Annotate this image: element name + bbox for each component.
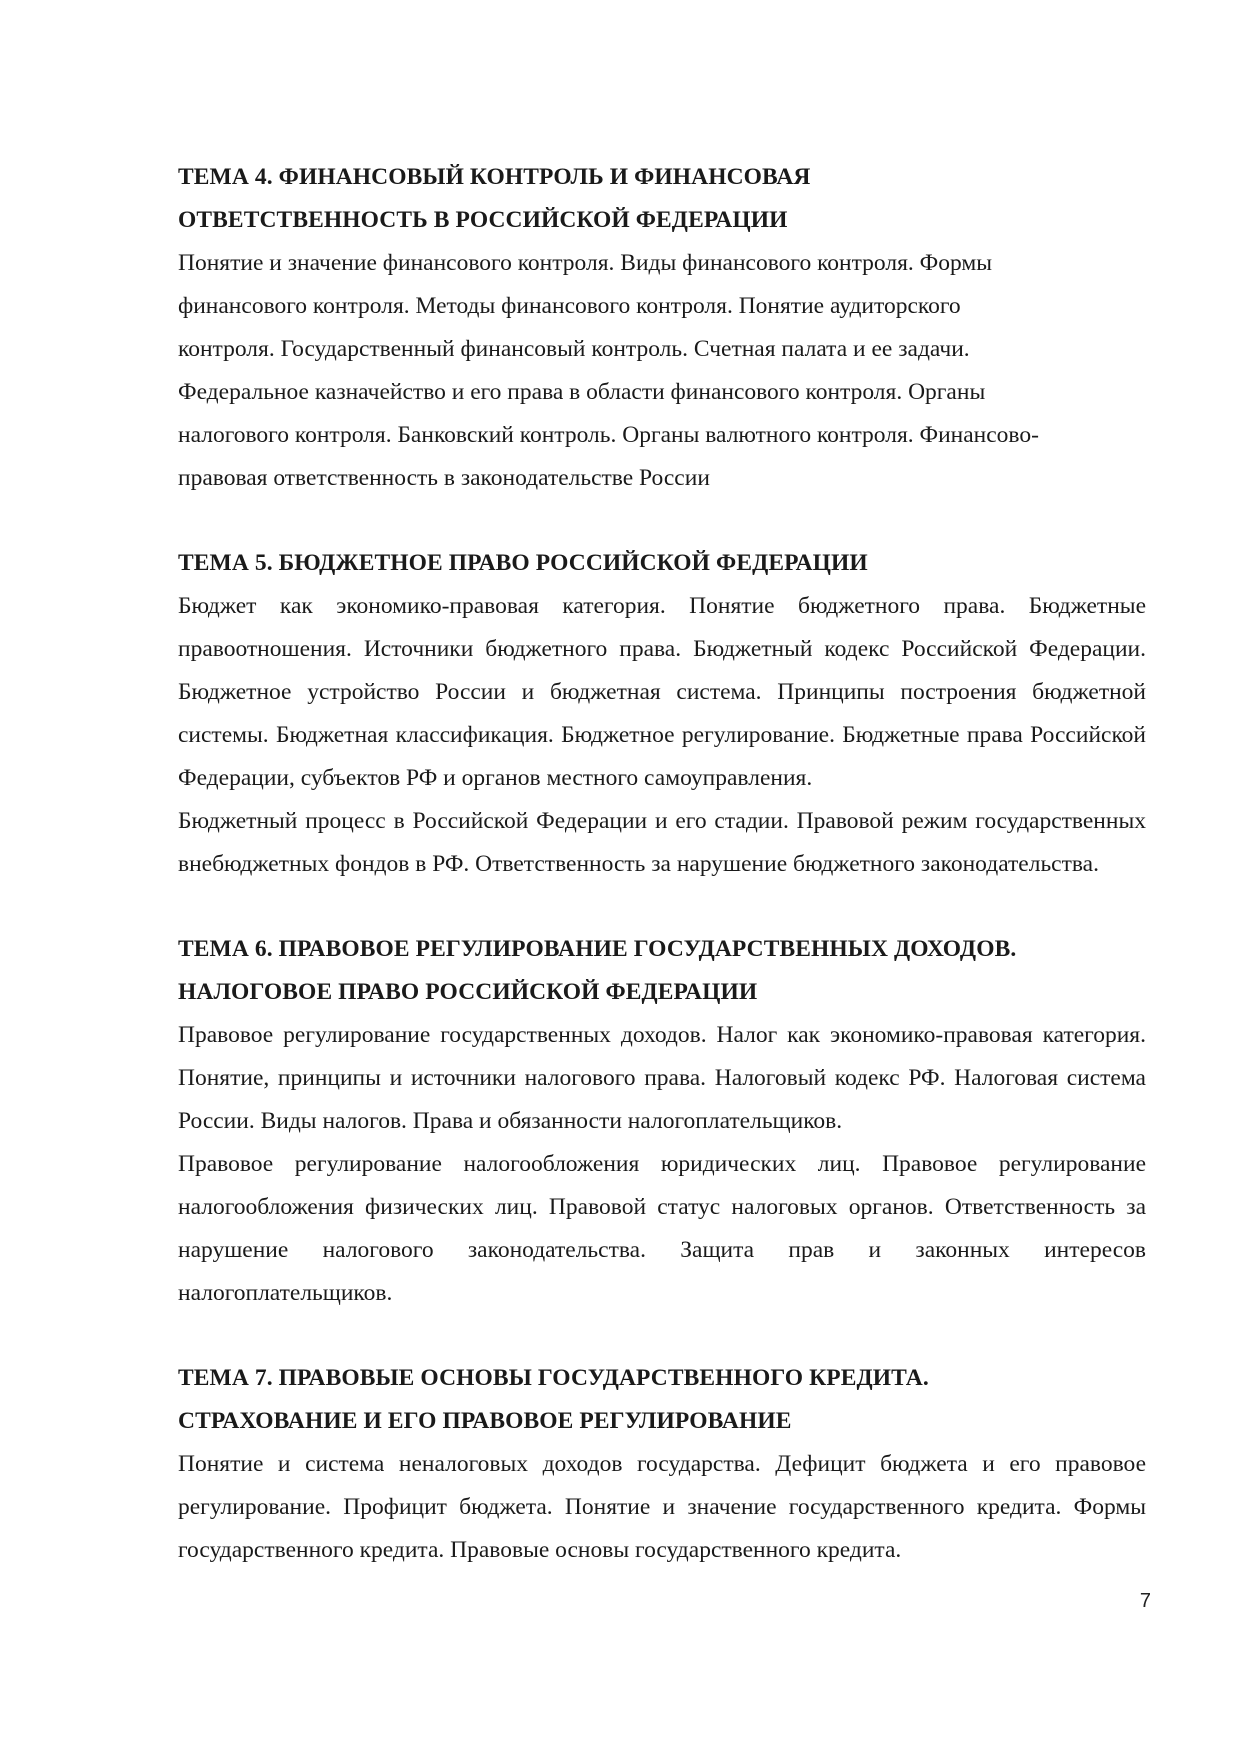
page-content [178,156,1146,1572]
section-topic-5 [178,542,1146,886]
page-number: 7 [1139,1590,1151,1612]
section-paragraph: Правовое регулирование налогообложения юридических лиц. Правовое регулирование налогообложения физических лиц. Правовой статус налоговых органов. Ответственность за нарушение налогового законодательства. Защита прав и законных интересов налогоплательщиков. [178,1151,1146,1306]
section-topic-7 [178,1357,1146,1572]
section-paragraph: Понятие и значение финансового контроля. Виды финансового контроля. Формы финансового контроля. Методы финансового контроля. Понятие аудиторского контроля. Государственный финансовый контроль. Счетная палата и ее задачи. Федеральное казначейство и его права в области финансового контроля. Органы налогового контроля. Банковский контроль. Органы валютного контроля. Финансово-правовая ответственность в законодательстве России [178,250,1039,491]
section-paragraph: Бюджет как экономико-правовая категория. Понятие бюджетного права. Бюджетные правоотношения. Источники бюджетного права. Бюджетный кодекс Российской Федерации. Бюджетное устройство России и бюджетная система. Принципы построения бюджетной системы. Бюджетная классификация. Бюджетное регулирование. Бюджетные права Российской Федерации, субъектов РФ и органов местного самоуправления. [178,593,1146,791]
section-topic-4 [178,156,1146,500]
section-topic-6 [178,928,1146,1315]
section-paragraph: Понятие и система неналоговых доходов государства. Дефицит бюджета и его правовое регулирование. Профицит бюджета. Понятие и значение государственного кредита. Формы государственного кредита. Правовые основы государственного кредита. [178,1451,1146,1563]
section-paragraph: Правовое регулирование государственных доходов. Налог как экономико-правовая категория. Понятие, принципы и источники налогового права. Налоговый кодекс РФ. Налоговая система России. Виды налогов. Права и обязанности налогоплательщиков. [178,1022,1146,1134]
section-paragraph: Бюджетный процесс в Российской Федерации и его стадии. Правовой режим государственных внебюджетных фондов в РФ. Ответственность за нарушение бюджетного законодательства. [178,808,1146,877]
section-heading: ТЕМА 5. БЮДЖЕТНОЕ ПРАВО РОССИЙСКОЙ ФЕДЕРАЦИИ [178,550,868,576]
section-heading: ТЕМА 6. ПРАВОВОЕ РЕГУЛИРОВАНИЕ ГОСУДАРСТВЕННЫХ ДОХОДОВ. НАЛОГОВОЕ ПРАВО РОССИЙСКОЙ ФЕДЕРАЦИИ [178,936,1017,1005]
section-heading: ТЕМА 4. ФИНАНСОВЫЙ КОНТРОЛЬ И ФИНАНСОВАЯ ОТВЕТСТВЕННОСТЬ В РОССИЙСКОЙ ФЕДЕРАЦИИ [178,164,811,233]
section-heading: ТЕМА 7. ПРАВОВЫЕ ОСНОВЫ ГОСУДАРСТВЕННОГО КРЕДИТА. СТРАХОВАНИЕ И ЕГО ПРАВОВОЕ РЕГУЛИРОВАНИЕ [178,1365,929,1434]
